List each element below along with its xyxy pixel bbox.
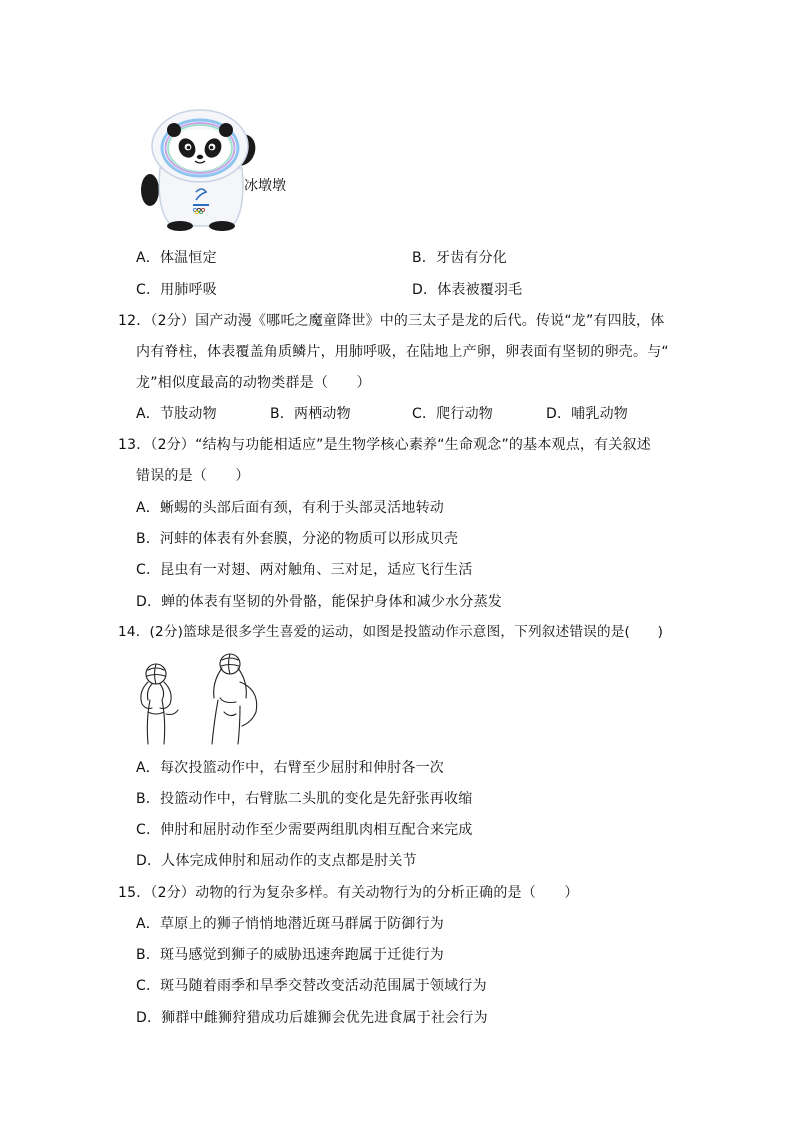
q11-option-d[interactable]: D．体表被覆羽毛 xyxy=(412,282,523,298)
q11-option-a[interactable]: A．体温恒定 xyxy=(136,250,217,266)
q15-option-d[interactable]: D．狮群中雌狮狩猎成功后雄狮会优先进食属于社会行为 xyxy=(136,1010,488,1026)
q14-option-d[interactable]: D．人体完成伸肘和屈动作的支点都是肘关节 xyxy=(136,853,417,869)
q14-option-b[interactable]: B．投篮动作中，右臂肱二头肌的变化是先舒张再收缩 xyxy=(136,791,473,807)
figure-arm-extended xyxy=(212,654,257,744)
q12-option-d[interactable]: D．哺乳动物 xyxy=(546,406,628,422)
q14-stem-line-1: 14．(2分)篮球是很多学生喜爱的运动，如图是投篮动作示意图，下列叙述错误的是( ) xyxy=(118,624,664,640)
q12-option-c[interactable]: C．爬行动物 xyxy=(412,406,493,422)
q13-option-a[interactable]: A．蜥蜴的头部后面有颈，有利于头部灵活地转动 xyxy=(136,500,444,516)
basketball-shot-figure xyxy=(136,652,264,748)
q12-option-b[interactable]: B．两栖动物 xyxy=(270,406,351,422)
q15-option-a[interactable]: A．草原上的狮子悄悄地潜近斑马群属于防御行为 xyxy=(136,916,444,932)
image-caption: 冰墩墩 xyxy=(244,178,286,194)
q15-option-b[interactable]: B．斑马感觉到狮子的威胁迅速奔跑属于迁徙行为 xyxy=(136,947,445,963)
q13-stem-line-1: 13．（2分）“结构与功能相适应”是生物学核心素养“生命观念”的基本观点，有关叙述 xyxy=(118,437,651,453)
q12-option-a[interactable]: A．节肢动物 xyxy=(136,406,217,422)
q14-option-c[interactable]: C．伸肘和屈肘动作至少需要两组肌肉相互配合来完成 xyxy=(136,822,473,838)
q13-option-d[interactable]: D．蝉的体表有坚韧的外骨骼，能保护身体和减少水分蒸发 xyxy=(136,594,502,610)
q11-option-c[interactable]: C．用肺呼吸 xyxy=(136,282,217,298)
q15-option-c[interactable]: C．斑马随着雨季和旱季交替改变活动范围属于领域行为 xyxy=(136,978,487,994)
q12-stem-line-3: 龙”相似度最高的动物类群是（ ） xyxy=(136,375,371,391)
q11-option-b[interactable]: B．牙齿有分化 xyxy=(412,250,508,266)
q12-stem-line-2: 内有脊柱，体表覆盖角质鳞片，用肺呼吸，在陆地上产卵，卵表面有坚韧的卵壳。与“ xyxy=(136,344,669,360)
q13-stem-line-2: 错误的是（ ） xyxy=(136,468,250,484)
q13-option-c[interactable]: C．昆虫有一对翅、两对触角、三对足，适应飞行生活 xyxy=(136,562,473,578)
figure-elbow-bent xyxy=(141,664,178,744)
q13-option-b[interactable]: B．河蚌的体表有外套膜，分泌的物质可以形成贝壳 xyxy=(136,531,459,547)
q15-stem-line-1: 15．（2分）动物的行为复杂多样。有关动物行为的分析正确的是（ ） xyxy=(118,885,579,901)
q14-option-a[interactable]: A．每次投篮动作中，右臂至少屈肘和伸肘各一次 xyxy=(136,760,444,776)
q12-stem-line-1: 12．（2分）国产动漫《哪吒之魔童降世》中的三太子是龙的后代。传说“龙”有四肢，体 xyxy=(118,313,665,329)
bing-dwen-dwen-image xyxy=(138,108,266,232)
